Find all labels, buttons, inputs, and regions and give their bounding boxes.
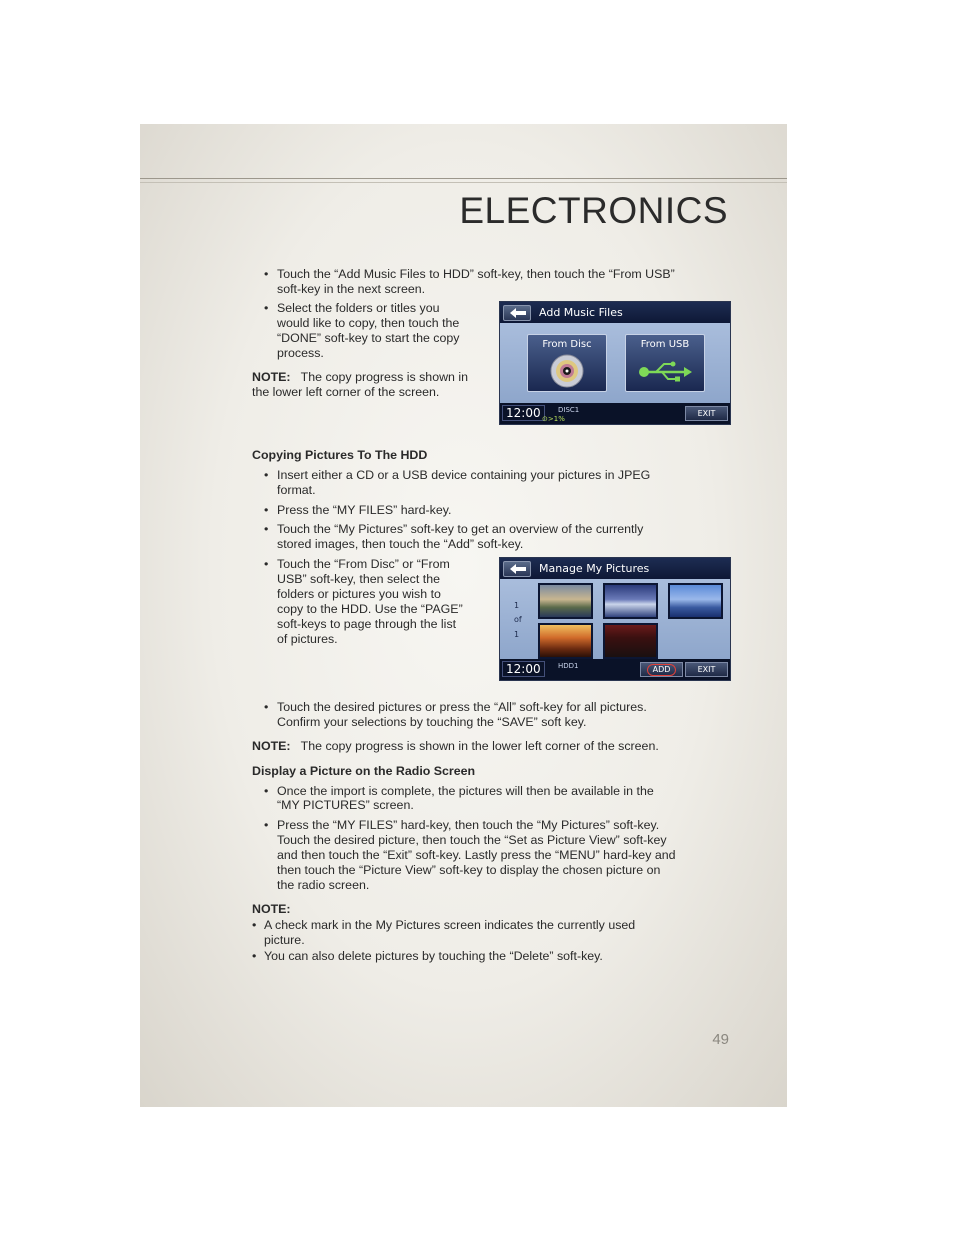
page-current: 1 xyxy=(514,601,520,610)
picture-thumbnail[interactable] xyxy=(538,583,593,619)
note-label: NOTE: xyxy=(252,370,291,384)
page-number: 49 xyxy=(712,1031,729,1048)
screen-body xyxy=(500,323,730,403)
bullet-from-disc-line5: soft-keys to page through the list xyxy=(277,617,457,631)
note-text: The copy progress is shown in the lower left corner of the screen. xyxy=(300,739,659,753)
screen-title: Manage My Pictures xyxy=(539,562,650,575)
bullet-import-complete-line1: Once the import is complete, the pictures will then be available in the xyxy=(277,784,654,798)
note-delete-pictures: You can also delete pictures by touching the “Delete” soft-key. xyxy=(264,949,603,963)
page-total: 1 xyxy=(514,630,520,639)
source-label: DISC1 xyxy=(558,406,580,414)
picture-thumbnail[interactable] xyxy=(603,623,658,659)
copy-progress: ⊙>1% xyxy=(542,415,565,423)
bullet-select-folders-line3: “DONE” soft-key to start the copy xyxy=(277,331,460,345)
page-of: of xyxy=(514,615,522,624)
back-button[interactable] xyxy=(503,305,531,321)
add-button[interactable] xyxy=(640,662,683,677)
bullet-touch-pictures-line1: Touch the desired pictures or press the “All” soft-key for all pictures. xyxy=(277,700,647,714)
bullet-my-pictures-line2: stored images, then touch the “Add” soft-key. xyxy=(277,537,524,551)
bullet-select-folders-line1: Select the folders or titles you xyxy=(277,301,440,315)
clock: 12:00 xyxy=(502,661,545,677)
header-rule-secondary xyxy=(140,182,787,183)
back-button[interactable] xyxy=(503,561,531,577)
screen-body xyxy=(500,579,730,659)
bullet-set-picture-line4: then touch the “Picture View” soft-key to display the chosen picture on xyxy=(277,863,661,877)
exit-button[interactable]: EXIT xyxy=(685,662,728,677)
heading-display-picture: Display a Picture on the Radio Screen xyxy=(252,764,476,778)
picture-thumbnail[interactable] xyxy=(603,583,658,619)
source-label: HDD1 xyxy=(558,662,579,670)
bullet-from-disc-line1: Touch the “From Disc” or “From xyxy=(277,557,450,571)
back-arrow-icon xyxy=(510,308,526,318)
from-disc-button[interactable] xyxy=(527,334,607,392)
from-usb-button[interactable] xyxy=(625,334,705,392)
bullet-insert-cd-line2: format. xyxy=(277,483,316,497)
note-copy-progress-line1 xyxy=(252,370,468,385)
note-copy-progress xyxy=(252,739,659,754)
bullet-set-picture-line3: and then touch the “Exit” soft-key. Lastly press the “MENU” hard-key and xyxy=(277,848,676,862)
bullet-select-folders-line2: would like to copy, then touch the xyxy=(277,316,460,330)
bullet-dot: • xyxy=(264,301,269,315)
bullet-my-pictures-line1: Touch the “My Pictures” soft-key to get an overview of the currently xyxy=(277,522,644,536)
bullet-from-disc-line2: USB” soft-key, then select the xyxy=(277,572,440,586)
screen-footer xyxy=(500,403,730,424)
bullet-dot: • xyxy=(264,818,269,832)
bullet-add-music-line2: soft-key in the next screen. xyxy=(277,282,426,296)
note-text: The copy progress is shown in xyxy=(300,370,469,384)
picture-thumbnail[interactable] xyxy=(668,583,723,619)
bullet-dot: • xyxy=(264,267,269,281)
screen-footer xyxy=(500,659,730,680)
bullet-dot: • xyxy=(264,522,269,536)
bullet-from-disc-line3: folders or pictures you wish to xyxy=(277,587,441,601)
bullet-dot: • xyxy=(264,784,269,798)
bullet-set-picture-line1: Press the “MY FILES” hard-key, then touch the “My Pictures” soft-key. xyxy=(277,818,660,832)
bullet-touch-pictures-line2: Confirm your selections by touching the “SAVE” soft key. xyxy=(277,715,587,729)
add-music-files-screen xyxy=(499,301,731,425)
note-check-mark-line2: picture. xyxy=(264,933,305,947)
note-label: NOTE: xyxy=(252,739,291,753)
screen-header xyxy=(500,558,730,579)
bullet-set-picture-line5: the radio screen. xyxy=(277,878,370,892)
bullet-set-picture-line2: Touch the desired picture, then touch the “Set as Picture View” soft-key xyxy=(277,833,667,847)
note-label: NOTE: xyxy=(252,902,291,916)
heading-copying-pictures: Copying Pictures To The HDD xyxy=(252,448,428,462)
copy-progress-value: 1% xyxy=(553,415,565,423)
bullet-from-disc-line6: of pictures. xyxy=(277,632,338,646)
screen-title: Add Music Files xyxy=(539,306,623,319)
bullet-dot: • xyxy=(264,557,269,571)
exit-button[interactable]: EXIT xyxy=(685,406,728,421)
header-rule xyxy=(140,178,787,179)
clock: 12:00 xyxy=(502,405,545,421)
bullet-add-music-line1: Touch the “Add Music Files to HDD” soft-key, then touch the “From USB” xyxy=(277,267,675,281)
back-arrow-icon xyxy=(510,564,526,574)
bullet-insert-cd-line1: Insert either a CD or a USB device containing your pictures in JPEG xyxy=(277,468,651,482)
note-check-mark-line1: A check mark in the My Pictures screen indicates the currently used xyxy=(264,918,636,932)
bullet-dot: • xyxy=(264,503,269,517)
picture-thumbnail[interactable] xyxy=(538,623,593,659)
bullet-select-folders-line4: process. xyxy=(277,346,324,360)
manual-page xyxy=(140,124,787,1107)
from-disc-label: From Disc xyxy=(542,339,592,350)
section-title: ELECTRONICS xyxy=(459,190,728,231)
bullet-from-disc-line4: copy to the HDD. Use the “PAGE” xyxy=(277,602,463,616)
bullet-dot: • xyxy=(264,468,269,482)
manage-my-pictures-screen xyxy=(499,557,731,681)
disc-icon xyxy=(550,354,584,388)
bullet-dot: • xyxy=(264,700,269,714)
bullet-dot: • xyxy=(252,949,257,963)
screen-header xyxy=(500,302,730,323)
add-button-label: ADD xyxy=(647,664,677,676)
bullet-dot: • xyxy=(252,918,257,932)
usb-icon xyxy=(638,361,694,383)
bullet-press-my-files: Press the “MY FILES” hard-key. xyxy=(277,503,452,517)
note-copy-progress-line2: the lower left corner of the screen. xyxy=(252,385,440,399)
bullet-import-complete-line2: “MY PICTURES” screen. xyxy=(277,798,414,812)
from-usb-label: From USB xyxy=(640,339,690,350)
